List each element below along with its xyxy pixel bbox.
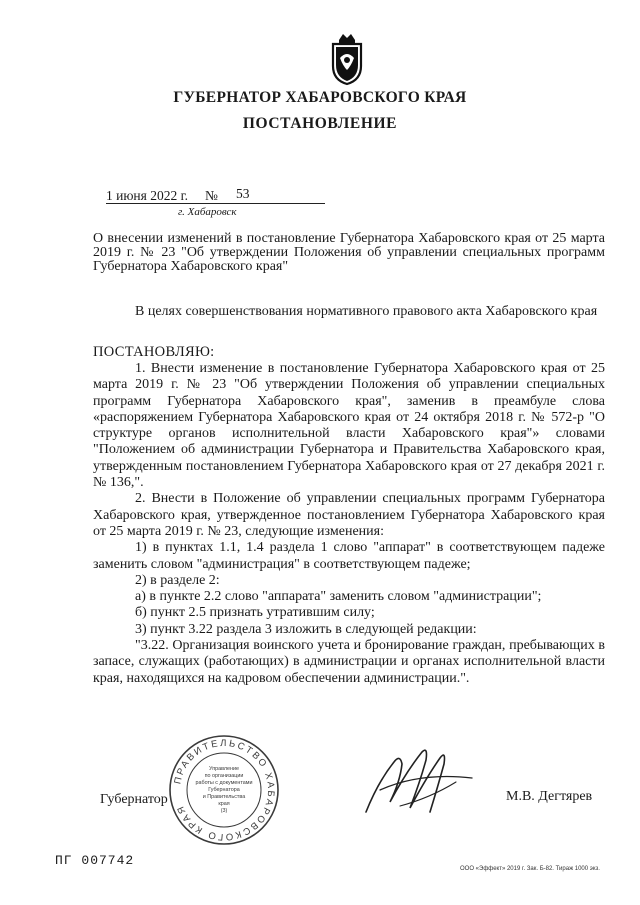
signatory-role: Губернатор — [100, 792, 168, 807]
paragraph-2-item-2a: а) в пункте 2.2 слово "аппарата" заменить словом "администрации"; — [135, 589, 542, 605]
seal-line: и Правительства — [202, 794, 246, 800]
document-date: 1 июня 2022 г. — [106, 188, 189, 203]
paragraph-1: 1. Внести изменение в постановление Губернатора Хабаровского края от 25 марта 2019 г. № 23 "Об утверждении Положения об управлении специальных программ Губернатора Хабаровского края", заменив в преамбуле слова «распоряжением Губернатора Хабаровского края от 24 октября 2018 г. № 572-р "О структуре органов исполнительной власти Хабаровского края"» словами "Положением об администрации Губернатора и Правительства Хабаровского края, утвержденным постановлением Губернатора Хабаровского края от 27 декабря 2021 г. № 136,". — [93, 361, 605, 491]
number-label: № — [205, 188, 218, 203]
seal-line: (3) — [220, 808, 228, 814]
seal-line: Управление — [209, 766, 239, 772]
postanovlyayu-heading: ПОСТАНОВЛЯЮ: — [93, 344, 215, 360]
paragraph-2-item-3: 3) пункт 3.22 раздела 3 изложить в следующей редакции: — [135, 621, 477, 637]
document-type: ПОСТАНОВЛЕНИЕ — [242, 115, 398, 132]
preamble-text: В целях совершенствования нормативного правового акта Хабаровского края — [135, 304, 598, 319]
paragraph-2-item-2b: б) пункт 2.5 признать утратившим силу; — [135, 605, 375, 621]
handwritten-signature — [360, 742, 478, 822]
paragraph-2-item-1: 1) в пунктах 1.1, 1.4 раздела 1 слово "аппарат" в соответствующем падеже заменить словом "администрация" в соответствующем падеже; — [93, 540, 605, 572]
seal-line: края — [218, 801, 230, 807]
coat-of-arms-icon — [327, 30, 367, 86]
authority-title: ГУБЕРНАТОР ХАБАРОВСКОГО КРАЯ — [173, 89, 467, 106]
paragraph-2: 2. Внести в Положение об управлении специальных программ Губернатора Хабаровского края, утвержденное постановлением Губернатора Хабаровского края от 25 марта 2019 г. № 23, следующие изменения: — [93, 491, 605, 539]
preamble — [93, 304, 605, 320]
paragraph-2-item-3-text: "3.22. Организация воинского учета и бронирование граждан, пребывающих в запасе, служащих (работающих) в администрации и органах исполнительной власти края, находящихся на кадровом обеспечении администрации.". — [93, 638, 605, 686]
document-city: г. Хабаровск — [178, 206, 237, 218]
seal-ring-text: ПРАВИТЕЛЬСТВО ХАБАРОВСКОГО КРАЯ — [172, 737, 277, 843]
seal-line: Губернатора — [208, 787, 240, 793]
seal-line: работы с документами — [195, 780, 253, 786]
date-underline — [106, 203, 325, 204]
seal-line: по организации — [204, 773, 244, 779]
printer-note: ООО «Эффект» 2019 г. Зак. Б-82. Тираж 1000 экз. — [460, 866, 600, 872]
document-body — [93, 361, 605, 687]
document-subject: О внесении изменений в постановление Губернатора Хабаровского края от 25 марта 2019 г. № 23 "Об утверждении Положения об управлении специальных программ Губернатора Хабаровского края" — [93, 231, 605, 274]
document-number: 53 — [236, 186, 250, 201]
form-code: ПГ 007742 — [55, 853, 135, 868]
paragraph-2-item-2: 2) в разделе 2: — [135, 572, 220, 588]
signatory-name: М.В. Дегтярев — [506, 789, 593, 804]
official-seal — [168, 734, 280, 846]
